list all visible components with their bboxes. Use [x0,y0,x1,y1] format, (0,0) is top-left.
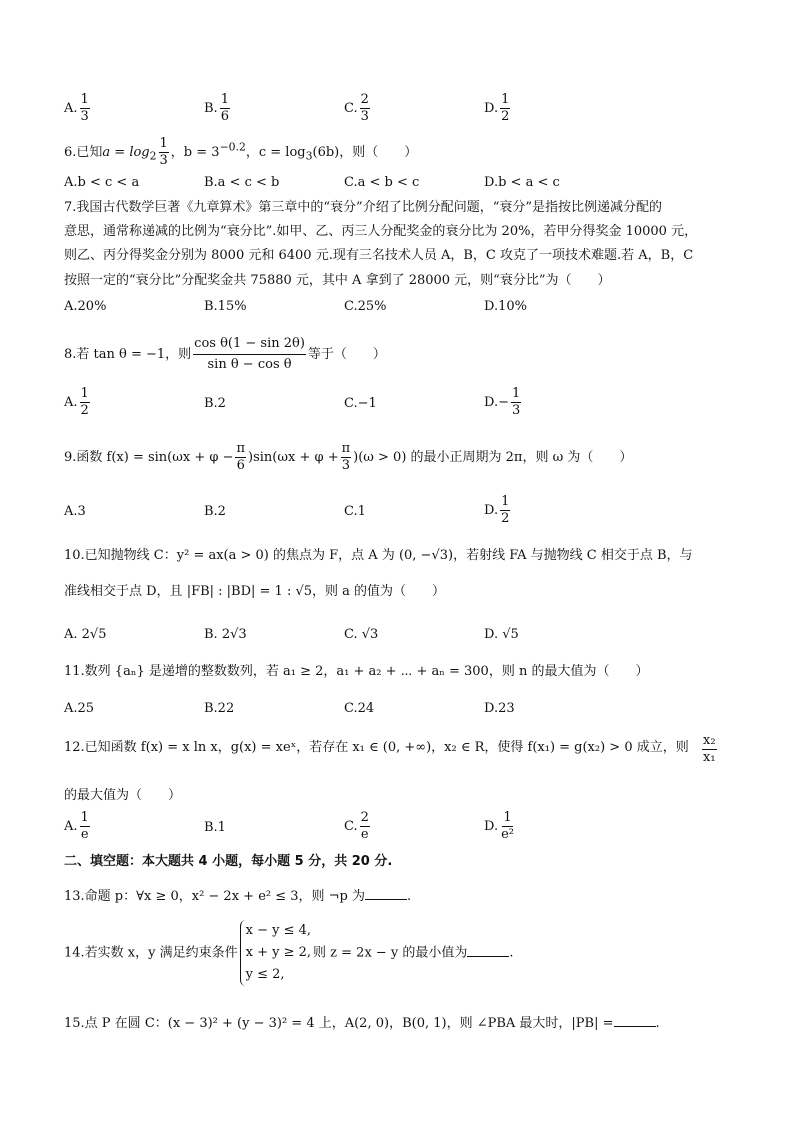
q7-line-1: 7.我国古代数学巨著《九章算术》第三章中的“衰分”介绍了比例分配问题，“衰分”是指按比例递减分配的 [64,200,662,215]
option-a: A. $\frac{1}{3}$ [64,92,89,124]
option-c: C.−1 [344,396,377,411]
option-b: B.1 [204,820,226,835]
option-a: A.20% [64,299,107,314]
option-b: B.22 [204,701,235,716]
question-8: 8.若 tan θ = −1，则 $\frac{\text{cos θ(1 − sin 2θ)}}{\text{sin θ − cos θ}}$ 等于（ ） [64,336,386,372]
option-d: D. $\frac{1}{2}$ [484,494,510,526]
option-c: C. $\frac{2}{e}$ [344,810,369,842]
option-a: A.25 [64,701,95,716]
option-a: A. 2√5 [64,627,107,642]
question-13: 13.命题 p：∀x ≥ 0，x² − 2x + e² ≤ 3，则 ¬p 为 . [64,885,411,907]
q10-line-2: 准线相交于点 D，且 |FB| : |BD| = 1 : √5，则 a 的值为（ ） [64,584,446,599]
option-d: D.− $\frac{1}{3}$ [484,386,521,418]
option-a: A.b < c < a [64,175,140,190]
option-a: A. $\frac{1}{2}$ [64,386,89,418]
option-d: D. $\frac{1}{2}$ [484,92,510,124]
q12-line-2: 的最大值为（ ） [64,788,182,803]
option-b: B.2 [204,504,226,519]
option-a: A. $\frac{1}{e}$ [64,810,89,842]
option-d: D. √5 [484,627,519,642]
q7-line-3: 则乙、丙分得奖金分别为 8000 元和 6400 元.现有三名技术人员 A，B，C 攻克了一项技术难题.若 A，B，C [64,248,694,263]
option-d: D. $\frac{1}{\text{e²}}$ [484,810,514,842]
question-9: 9.函数 f(x) = sin(ωx + φ − $\frac{\pi}{6}$ )sin(ωx + φ + $\frac{\pi}{3}$ )(ω > 0) 的最小正周期为 2π，则 ω 为（ ） [64,441,633,473]
q7-line-4: 按照一定的“衰分比”分配奖金共 75880 元，其中 A 拿到了 28000 元，则“衰分比”为（ ） [64,273,611,288]
option-c: C. $\frac{2}{3}$ [344,92,369,124]
q10-line-1: 10.已知抛物线 C：y² = ax(a > 0) 的焦点为 F，点 A 为 (0, −√3)，若射线 FA 与抛物线 C 相交于点 B，与 [64,548,693,563]
option-c: C. √3 [344,627,379,642]
q7-line-2: 意思，通常称递减的比例为“衰分比”.如甲、乙、丙三人分配奖金的衰分比为 20%，若甲分得奖金 10000 元， [64,224,698,239]
option-d: D.23 [484,701,515,716]
answer-blank [614,1012,656,1027]
option-b: B.15% [204,299,247,314]
option-b: B. $\frac{1}{6}$ [204,92,229,124]
answer-blank [365,885,407,900]
option-c: C.25% [344,299,387,314]
option-c: C.24 [344,701,375,716]
option-b: B.2 [204,396,226,411]
option-b: B. 2√3 [204,627,247,642]
question-15: 15.点 P 在圆 C：(x − 3)² + (y − 3)² = 4 上，A(2, 0)，B(0, 1)，则 ∠PBA 最大时，|PB| = . [64,1012,660,1034]
constraint-system: x − y ≤ 4, x + y ≥ 2, y ≤ 2, [240,920,311,986]
question-14: 14.若实数 x，y 满足约束条件 x − y ≤ 4, x + y ≥ 2, y ≤ 2, 则 z = 2x − y 的最小值为 . [64,920,514,986]
option-b: B.a < c < b [204,175,280,190]
option-d: D.10% [484,299,527,314]
question-11: 11.数列 {aₙ} 是递增的整数数列，若 a₁ ≥ 2，a₁ + a₂ + ⋯ + aₙ = 300，则 n 的最大值为（ ） [64,664,649,679]
option-c: C.1 [344,504,366,519]
option-a: A.3 [64,504,86,519]
option-d: D.b < a < c [484,175,560,190]
q12-line-1: 12.已知函数 f(x) = x ln x，g(x) = xeˣ，若存在 x₁ ∈ (0, +∞)，x₂ ∈ R，使得 f(x₁) = g(x₂) > 0 成立，则 [64,740,689,755]
question-6: 6.已知$a = \log_2$ $\frac{1}{3}$ ，$b = 3^{-0.2}$，$c = \log_3(6b)$，则（ ） [64,136,418,168]
option-c: C.a < b < c [344,175,420,190]
answer-blank [467,942,509,957]
q12-ratio: $\frac{\text{x₂}}{\text{x₁}}$ [703,733,716,765]
section-heading: 二、填空题：本大题共 4 小题，每小题 5 分，共 20 分. [64,854,393,869]
